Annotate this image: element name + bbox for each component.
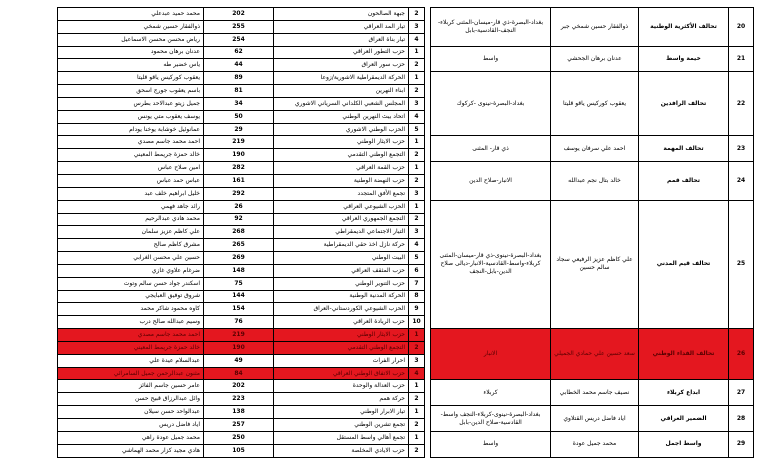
alliance-name: ابداع كربلاء	[639, 380, 729, 406]
candidate-name: اياد فاضل دريس	[58, 419, 204, 432]
alliance-provinces: الانبار-صلاح الدين	[431, 162, 551, 201]
alliance-leader: اياد فاضل دريس القتلاوي	[551, 406, 639, 432]
alliance-leader: عدنان برهان الجحشي	[551, 46, 639, 72]
alliance-name: خيمة واسط	[639, 46, 729, 72]
party-name: تيار بناة العراق	[274, 33, 409, 46]
alliance-leader: نصيف جاسم محمد الخطابي	[551, 380, 639, 406]
party-votes: 44	[204, 59, 274, 72]
candidate-name: احمد محمد جاسم مصدي	[58, 329, 204, 342]
party-name: ابناء النهرين	[274, 85, 409, 98]
party-index: 9	[409, 303, 425, 316]
party-votes: 257	[204, 419, 274, 432]
party-votes: 219	[204, 329, 274, 342]
alliance-provinces: بغداد-البصرة-نينوى-كربلاء-النجف واسط-القادسية-صلاح الدين-بابل	[431, 406, 551, 432]
party-row	[58, 136, 754, 149]
candidate-name: امين صلاح عباس	[58, 162, 204, 175]
candidate-name: عامر حسين جاسم الفائز	[58, 380, 204, 393]
party-name: حزب الايادي المخلصة	[274, 444, 409, 457]
party-votes: 105	[204, 444, 274, 457]
candidate-name: رياض محسن محسن الاسماعيل	[58, 33, 204, 46]
party-name: تجمع أهالي واسط المستقل	[274, 431, 409, 444]
party-votes: 89	[204, 72, 274, 85]
party-votes: 84	[204, 367, 274, 380]
alliance-leader: محمد جميل عودة	[551, 431, 639, 457]
alliance-provinces: كربلاء	[431, 380, 551, 406]
party-votes: 148	[204, 264, 274, 277]
alliance-name: تحالف الرافدين	[639, 72, 729, 136]
party-name: حزب سور العراق	[274, 59, 409, 72]
party-index: 1	[409, 162, 425, 175]
party-row	[58, 8, 754, 21]
party-name: الحركة المدنية الوطنية	[274, 290, 409, 303]
alliance-number: 24	[729, 162, 754, 201]
party-votes: 92	[204, 213, 274, 226]
party-row	[58, 329, 754, 342]
candidate-name: شروق توفيق العبايجي	[58, 290, 204, 303]
party-index: 1	[409, 200, 425, 213]
candidate-name: عبدالسلام عيدة علي	[58, 354, 204, 367]
party-index: 2	[409, 174, 425, 187]
alliance-leader: علي كاظم عزيز الرفيعي سجاد سالم حسين	[551, 200, 639, 328]
party-index: 4	[409, 239, 425, 252]
party-name: حركة نازل اخذ حقي الديمقراطية	[274, 239, 409, 252]
alliance-name: تحالف الفداء الوطني	[639, 329, 729, 380]
party-row	[58, 46, 754, 59]
candidate-name: ذوالفقار حسين شمخي	[58, 20, 204, 33]
alliance-leader: احمد علي سرفان يوسف	[551, 136, 639, 162]
alliance-name: واسط اجمل	[639, 431, 729, 457]
party-index: 4	[409, 33, 425, 46]
party-index: 2	[409, 59, 425, 72]
party-votes: 219	[204, 136, 274, 149]
alliance-name: تحالف المهمة	[639, 136, 729, 162]
party-index: 2	[409, 444, 425, 457]
candidate-name: كاوه محمود شاكر محمد	[58, 303, 204, 316]
candidate-name: يوسف يعقوب متي يونس	[58, 110, 204, 123]
candidate-name: حسين علي محسن الغرابي	[58, 252, 204, 265]
party-votes: 34	[204, 97, 274, 110]
party-index: 5	[409, 252, 425, 265]
party-name: الحزب الشيوعي الكوردستاني-العراق	[274, 303, 409, 316]
alliance-provinces: بغداد-البصرة-ذي قار-ميسان-المثنى كربلاء-النجف-القادسية-بابل	[431, 8, 551, 47]
party-index: 1	[409, 72, 425, 85]
alliance-provinces: بغداد-البصرة-نينوى-ذي قار-ميسان-المثنى كربلاء-واسط-القادسية-الانبار-ديالى صلاح الدين-بابل-النجف	[431, 200, 551, 328]
party-index: 3	[409, 97, 425, 110]
alliance-number: 27	[729, 380, 754, 406]
party-name: حزب الايثار الوطني	[274, 136, 409, 149]
alliance-number: 29	[729, 431, 754, 457]
party-votes: 75	[204, 277, 274, 290]
party-index: 3	[409, 187, 425, 200]
party-index: 1	[409, 329, 425, 342]
candidate-name: محمد جميل عودة راهي	[58, 431, 204, 444]
party-index: 1	[409, 136, 425, 149]
party-name: التجمع الجمهوري العراقي	[274, 213, 409, 226]
candidate-name: مثنون عبدالرحمن جميل السامرائي	[58, 367, 204, 380]
party-votes: 190	[204, 149, 274, 162]
alliance-number: 23	[729, 136, 754, 162]
candidate-name: علي كاظم عزيز سلمان	[58, 226, 204, 239]
party-name: الحركة الديمقراطية الاشورية/زوعا	[274, 72, 409, 85]
party-row	[58, 406, 754, 419]
party-name: الحزب الشيوعي العراقي	[274, 200, 409, 213]
alliance-name: الضمير العراقي	[639, 406, 729, 432]
party-name: تجمع الأفق المتجدد	[274, 187, 409, 200]
party-index: 2	[409, 419, 425, 432]
party-index: 5	[409, 123, 425, 136]
alliance-leader: يعقوب كوركيس ياقو قليتا	[551, 72, 639, 136]
party-votes: 26	[204, 200, 274, 213]
party-name: حزب المثقف العراقي	[274, 264, 409, 277]
candidate-name: يعقوب كوركيس ياقو قليتا	[58, 72, 204, 85]
alliance-number: 28	[729, 406, 754, 432]
alliance-leader: ذوالفقار حسين شمخي جبر	[551, 8, 639, 47]
party-name: البيت الوطني	[274, 252, 409, 265]
party-row	[58, 72, 754, 85]
party-votes: 49	[204, 354, 274, 367]
candidate-name: جميل زيتو عبدالاحد بطرس	[58, 97, 204, 110]
candidate-name: باسم يعقوب جورج اسحق	[58, 85, 204, 98]
candidate-name: اسكندر جواد حسن سالم وتوت	[58, 277, 204, 290]
party-votes: 202	[204, 8, 274, 21]
party-name: جبهة الصالحون	[274, 8, 409, 21]
alliance-number: 21	[729, 46, 754, 72]
party-name: حزب الريادة العراقي	[274, 316, 409, 329]
party-index: 2	[409, 85, 425, 98]
party-votes: 268	[204, 226, 274, 239]
candidate-name: رائد جاهد فهمي	[58, 200, 204, 213]
party-name: التيار الاجتماعي الديمقراطي	[274, 226, 409, 239]
alliance-number: 20	[729, 8, 754, 47]
party-votes: 161	[204, 174, 274, 187]
alliance-number: 26	[729, 329, 754, 380]
alliances-table-container	[57, 7, 753, 458]
party-name: تيار المد العراقي	[274, 20, 409, 33]
party-name: تيار الابرار الوطني	[274, 406, 409, 419]
party-index: 3	[409, 20, 425, 33]
alliance-leader: سعد حسين علي حمادي الجميلي	[551, 329, 639, 380]
party-index: 1	[409, 431, 425, 444]
party-index: 6	[409, 264, 425, 277]
party-name: حزب الايثار الوطني	[274, 329, 409, 342]
party-votes: 138	[204, 406, 274, 419]
alliance-provinces: واسط	[431, 46, 551, 72]
candidate-name: هادي مجيد كزار محمد الهماشي	[58, 444, 204, 457]
candidate-name: عبدالواحد حسن سيلان	[58, 406, 204, 419]
party-name: التجمع الوطني التقدمي	[274, 341, 409, 354]
party-row	[58, 431, 754, 444]
alliance-name: تحالف قيم المدني	[639, 200, 729, 328]
party-votes: 76	[204, 316, 274, 329]
candidate-name: عدنان برهان محمود	[58, 46, 204, 59]
candidate-name: وسيم عبدالله صالح درب	[58, 316, 204, 329]
party-name: المجلس الشعبي الكلداني السرياني الاشوري	[274, 97, 409, 110]
candidate-name: عباس حمد عباس	[58, 174, 204, 187]
party-votes: 265	[204, 239, 274, 252]
party-votes: 154	[204, 303, 274, 316]
alliance-leader: خالد بتال نجم عبدالله	[551, 162, 639, 201]
party-votes: 269	[204, 252, 274, 265]
party-name: احرار الفرات	[274, 354, 409, 367]
party-votes: 81	[204, 85, 274, 98]
alliance-number: 22	[729, 72, 754, 136]
party-index: 2	[409, 341, 425, 354]
candidate-name: احمد محمد جاسم مصدي	[58, 136, 204, 149]
party-votes: 255	[204, 20, 274, 33]
party-index: 2	[409, 8, 425, 21]
alliance-provinces: ذي قار- المثنى	[431, 136, 551, 162]
party-index: 2	[409, 149, 425, 162]
candidate-name: ياس خضير طه	[58, 59, 204, 72]
party-index: 1	[409, 406, 425, 419]
party-index: 8	[409, 290, 425, 303]
party-index: 2	[409, 213, 425, 226]
alliance-name: تحالف قمم	[639, 162, 729, 201]
alliances-table-body	[58, 8, 754, 458]
party-votes: 62	[204, 46, 274, 59]
candidate-name: محمد حميد عبدعلي	[58, 8, 204, 21]
alliance-name: تحالف الأكثرية الوطنية	[639, 8, 729, 47]
party-index: 4	[409, 367, 425, 380]
party-name: حزب التنوير الوطني	[274, 277, 409, 290]
party-index: 3	[409, 354, 425, 367]
candidate-name: خليل ابراهيم خلف عبد	[58, 187, 204, 200]
party-name: حزب التطور العراقي	[274, 46, 409, 59]
party-votes: 50	[204, 110, 274, 123]
party-votes: 223	[204, 393, 274, 406]
candidate-name: محمد هادي عبدالرحيم	[58, 213, 204, 226]
party-name: حزب القمة العراقي	[274, 162, 409, 175]
alliance-provinces: بغداد-البصرة-نينوى -كركوك	[431, 72, 551, 136]
party-row	[58, 162, 754, 175]
party-row	[58, 380, 754, 393]
alliance-provinces: الانبار	[431, 329, 551, 380]
party-index: 7	[409, 277, 425, 290]
party-name: تجمع تشرين الوطني	[274, 419, 409, 432]
party-votes: 29	[204, 123, 274, 136]
alliance-number: 25	[729, 200, 754, 328]
candidate-name: ضرغام علاوي غازي	[58, 264, 204, 277]
party-name: التجمع الوطني التقدمي	[274, 149, 409, 162]
party-votes: 250	[204, 431, 274, 444]
party-votes: 144	[204, 290, 274, 303]
party-name: الحزب الوطني الاشوري	[274, 123, 409, 136]
party-index: 4	[409, 110, 425, 123]
party-name: حزب النهضة الوطنية	[274, 174, 409, 187]
party-votes: 292	[204, 187, 274, 200]
party-index: 2	[409, 393, 425, 406]
party-votes: 202	[204, 380, 274, 393]
party-row	[58, 200, 754, 213]
party-index: 1	[409, 46, 425, 59]
party-index: 10	[409, 316, 425, 329]
party-name: اتحاد بيث النهرين الوطني	[274, 110, 409, 123]
party-votes: 190	[204, 341, 274, 354]
candidate-name: خالد حمزة جريمط المعيني	[58, 149, 204, 162]
candidate-name: خالد حمزة جريمط المعيني	[58, 341, 204, 354]
party-name: حزب الاتفاق الوطني العراقي	[274, 367, 409, 380]
party-name: حركة همم	[274, 393, 409, 406]
party-votes: 254	[204, 33, 274, 46]
party-name: حزب العدالة والوحدة	[274, 380, 409, 393]
candidate-name: عمانوئيل خوشابة يوخنا يودام	[58, 123, 204, 136]
candidate-name: مشرق كاظم صالح	[58, 239, 204, 252]
candidate-name: وائل عبدالرزاق قبيح حسن	[58, 393, 204, 406]
party-index: 3	[409, 226, 425, 239]
party-index: 1	[409, 380, 425, 393]
alliances-table	[57, 7, 754, 458]
party-votes: 282	[204, 162, 274, 175]
alliance-provinces: واسط	[431, 431, 551, 457]
